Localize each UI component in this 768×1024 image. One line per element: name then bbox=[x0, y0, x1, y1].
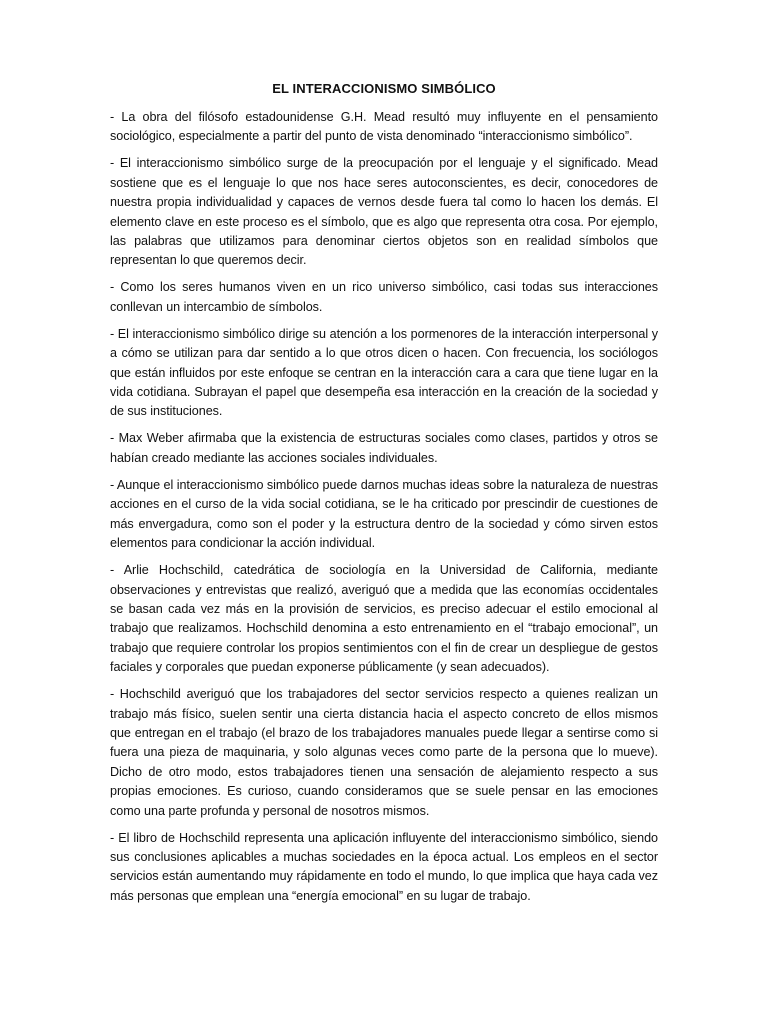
paragraph: - La obra del filósofo estadounidense G.H. Mead resultó muy influyente en el pensamiento sociológico, especialmente a partir del punto de vista denominado “interaccionismo simbólico”. bbox=[110, 110, 658, 144]
paragraph: - El interaccionismo simbólico surge de la preocupación por el lenguaje y el significado. Mead sostiene que es el lenguaje lo que nos hace seres autoconscientes, es decir, conocedores de nuestra propia individualidad y capaces de vernos desde fuera tal como lo hacen los demás. El elemento clave en este proceso es el símbolo, que es algo que representa otra cosa. Por ejemplo, las palabras que utilizamos para denominar ciertos objetos son en realidad símbolos que representan lo que queremos decir. bbox=[110, 156, 658, 268]
paragraph: - El libro de Hochschild representa una aplicación influyente del interaccionismo simbólico, siendo sus conclusiones aplicables a muchas sociedades en la época actual. Los empleos en el sector servicios están aumentando muy rápidamente en todo el mundo, lo que implica que haya cada vez más personas que emplean una “energía emocional” en su lugar de trabajo. bbox=[110, 830, 658, 903]
paragraph: - Hochschild averiguó que los trabajadores del sector servicios respecto a quienes realizan un trabajo más físico, suelen sentir una cierta distancia hacia el aspecto concreto de ellos mismos que entregan en el trabajo (el brazo de los trabajadores manuales puede llegar a sentirse como si fuera una pieza de maquinaria, y solo algunas veces como parte de la persona que lo mueve). Dicho de otro modo, estos trabajadores tienen una sensación de alejamiento respecto a sus propias emociones. Es curioso, cuando consideramos que se suele pensar en las emociones como una parte profunda y personal de nosotros mismos. bbox=[110, 687, 658, 818]
paragraph: - Como los seres humanos viven en un rico universo simbólico, casi todas sus interacciones conllevan un intercambio de símbolos. bbox=[110, 280, 658, 314]
document-page bbox=[110, 80, 658, 1020]
paragraph: - Max Weber afirmaba que la existencia de estructuras sociales como clases, partidos y otros se habían creado mediante las acciones sociales individuales. bbox=[110, 431, 658, 465]
paragraph: - El interaccionismo simbólico dirige su atención a los pormenores de la interacción interpersonal y a cómo se utilizan para dar sentido a lo que otros dicen o hacen. Con frecuencia, los sociólogos que están influidos por este enfoque se centran en la interacción cara a cara que tiene lugar en la vida cotidiana. Subrayan el papel que desempeña esa interacción en la creación de la sociedad y de sus instituciones. bbox=[110, 326, 658, 419]
paragraph: - Aunque el interaccionismo simbólico puede darnos muchas ideas sobre la naturaleza de nuestras acciones en el curso de la vida social cotidiana, se le ha criticado por prescindir de cuestiones de más envergadura, como son el poder y la estructura dentro de la sociedad y cómo sirven estos elementos para condicionar la acción individual. bbox=[110, 477, 658, 551]
paragraph: - Arlie Hochschild, catedrática de sociología en la Universidad de California, mediante observaciones y entrevistas que realizó, averiguó que a medida que las economías occidentales se basan cada vez más en la provisión de servicios, es preciso adecuar el estilo emocional al trabajo que realizamos. Hochschild denomina a esto entrenamiento en el “trabajo emocional”, un trabajo que requiere controlar los propios sentimientos con el fin de crear un despliegue de gestos faciales y corporales que puedan exponerse públicamente (y sean adecuados). bbox=[110, 563, 658, 675]
document-title: EL INTERACCIONISMO SIMBÓLICO bbox=[272, 81, 496, 96]
